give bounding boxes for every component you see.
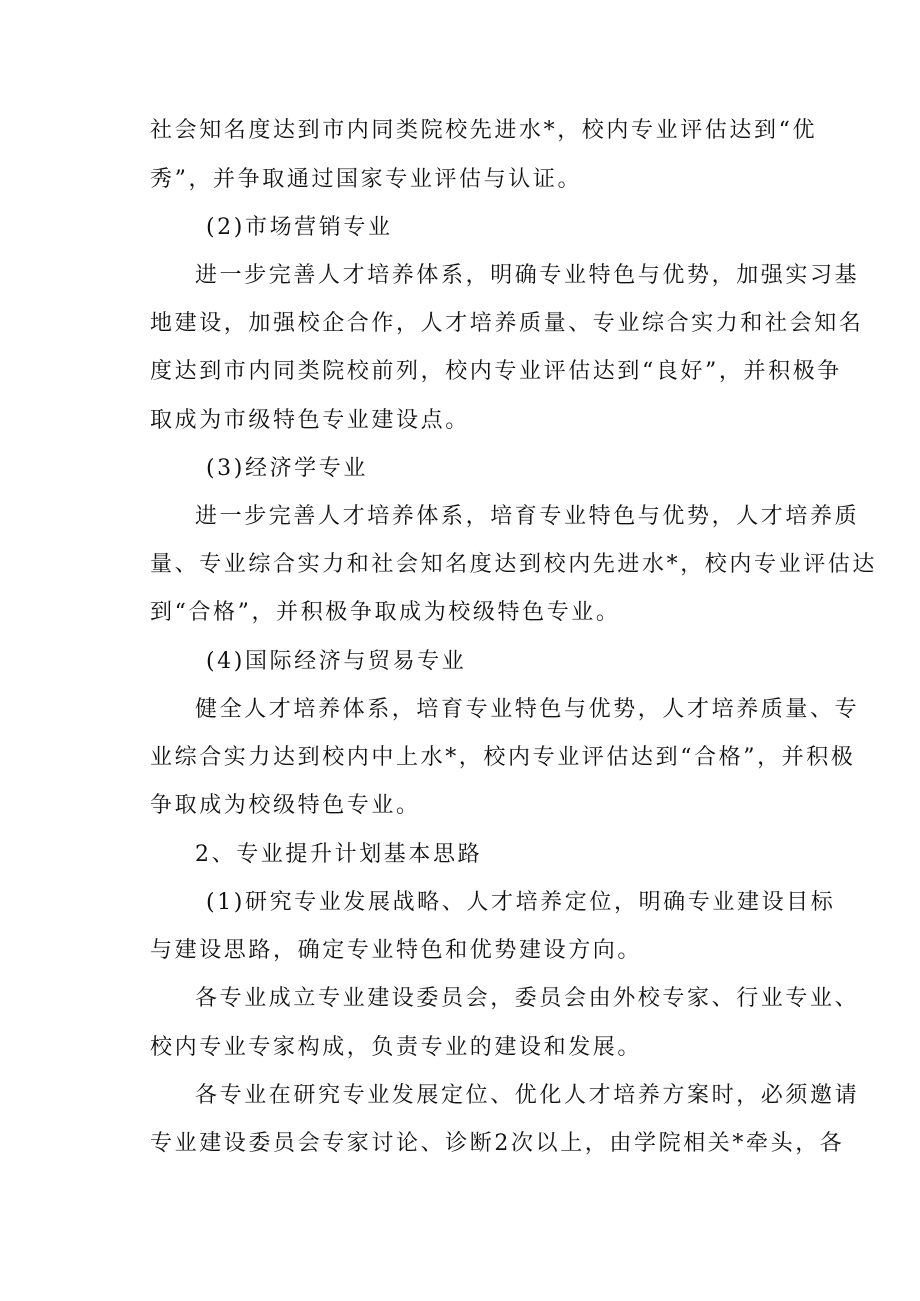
text-line: 校内专业专家构成，负责专业的建设和发展。 [150,1035,643,1060]
text-line: 各专业在研究专业发展定位、优化人才培养方案时，必须邀请 [195,1083,860,1108]
text-line: 争取成为校级特色专业。 [150,793,421,818]
section-heading: (2)市场营销专业 [206,215,393,240]
text-line: 业综合实力达到校内中上水*，校内专业评估达到“合格”，并积极 [150,745,856,770]
text-line: 地建设，加强校企合作，人才培养质量、专业综合实力和社会知名 [150,311,864,336]
text-line: 进一步完善人才培养体系，明确专业特色与优势，加强实习基 [195,263,860,288]
text-line: 各专业成立专业建设委员会，委员会由外校专家、行业专业、 [195,986,860,1011]
text-line: 与建设思路，确定专业特色和优势建设方向。 [150,938,643,963]
text-line: 进一步完善人才培养体系，培育专业特色与优势，人才培养质 [195,504,860,529]
text-line: 秀”，并争取通过国家专业评估与认证。 [150,167,583,192]
section-heading: (3)经济学专业 [206,456,368,481]
text-line: 专业建设委员会专家讨论、诊断2次以上，由学院相关*牵头，各 [150,1131,845,1156]
section-heading: 2、专业提升计划基本思路 [195,842,483,867]
section-heading: (4)国际经济与贸易专业 [206,649,467,674]
text-line: 取成为市级特色专业建设点。 [150,408,470,433]
text-line: 社会知名度达到市内同类院校先进水*，校内专业评估达到“优 [150,118,818,143]
text-line: 量、专业综合实力和社会知名度达到校内先进水*，校内专业评估达 [150,552,878,577]
text-line: (1)研究专业发展战略、人才培养定位，明确专业建设目标 [206,890,836,915]
text-line: 度达到市内同类院校前列，校内专业评估达到“良好”，并积极争 [150,359,842,384]
text-line: 到“合格”，并积极争取成为校级特色专业。 [150,600,621,625]
text-line: 健全人才培养体系，培育专业特色与优势，人才培养质量、专 [195,697,860,722]
